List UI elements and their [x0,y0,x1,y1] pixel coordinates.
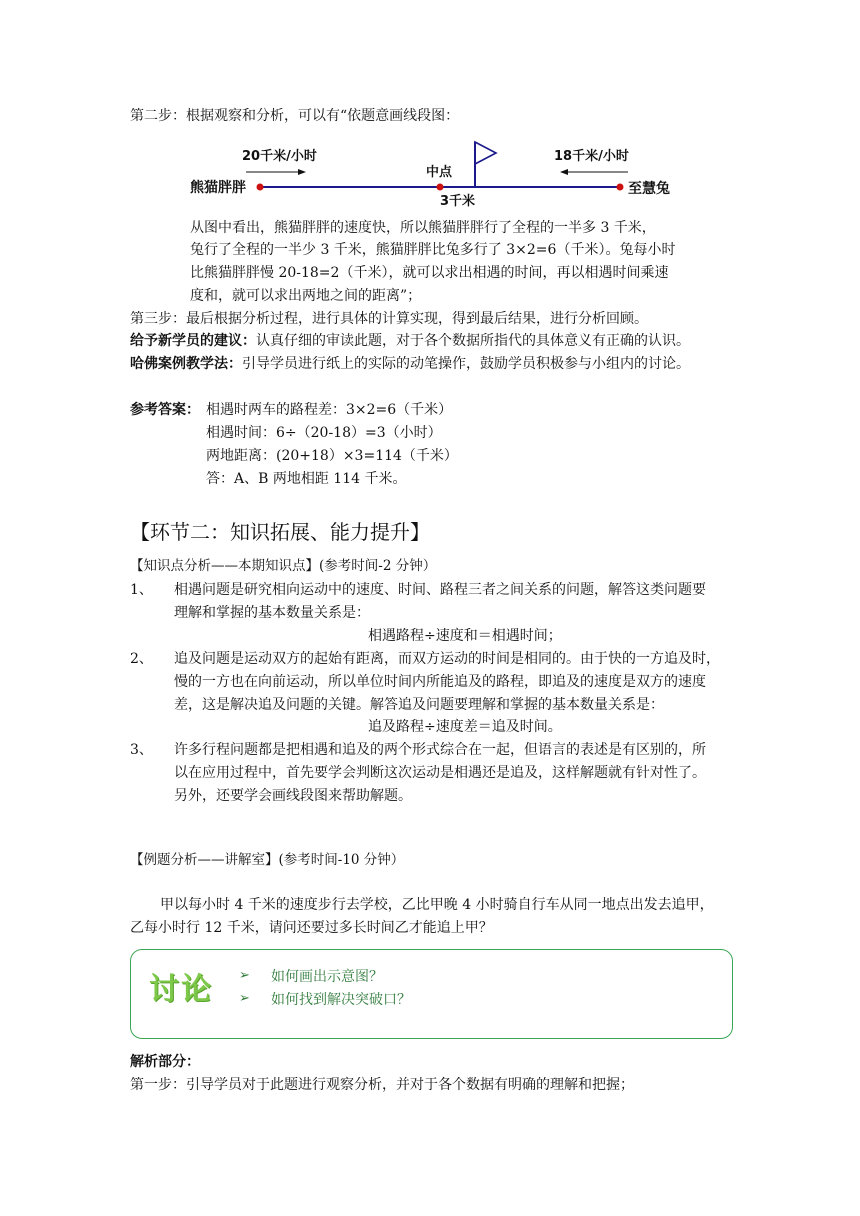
discussion-item-2: 如何找到解决突破口？ [271,992,411,1008]
problem-line-1: 甲以每小时 4 千米的速度步行去学校，乙比甲晚 4 小时骑自行车从同一地点出发去追甲， [160,897,714,913]
offset-label: 3千米 [440,194,476,209]
para1-line-4: 度和，就可以求出两地之间的距离”； [190,288,422,304]
left-endpoint-dot [257,184,264,191]
bullet-arrow-icon: ➢ [239,968,250,983]
point-3-number: 3、 [130,742,153,758]
flag-icon [475,142,496,164]
analysis-label: 解析部分： [130,1054,200,1070]
line-segment-diagram [190,138,710,218]
right-name: 至慧兔 [628,181,670,197]
left-speed-label: 20千米/小时 [242,149,317,164]
point-1-formula: 相遇路程÷速度和＝相遇时间； [368,628,562,644]
midpoint-dot [437,184,444,191]
right-endpoint-dot [617,184,624,191]
para1-line-3: 比熊猫胖胖慢 20-18=2（千米），就可以求出相遇的时间，再以相遇时间乘速 [190,265,669,281]
discussion-item-1: 如何画出示意图？ [271,969,383,985]
point-1-line-2: 理解和掌握的基本数量关系是： [174,605,370,621]
step1-text: 第一步：引导学员对于此题进行观察分析，并对于各个数据有明确的理解和把握； [130,1077,634,1093]
point-3-line-3: 另外，还要学会画线段图来帮助解题。 [174,788,412,804]
harvard-text: 引导学员进行纸上的实际的动笔操作，鼓励学员积极参与小组内的讨论。 [242,356,690,372]
bullet-arrow-icon: ➢ [239,991,250,1006]
right-arrow-head [560,169,568,175]
step3-text: 第三步：最后根据分析过程，进行具体的计算实现，得到最后结果，进行分析回顾。 [130,311,648,327]
left-name: 熊猫胖胖 [190,180,246,196]
point-2-line-1: 追及问题是运动双方的起始有距离，而双方运动的时间是相同的。由于快的一方追及时， [174,651,720,667]
para1-line-2: 兔行了全程的一半少 3 千米，熊猫胖胖比兔多行了 3×2=6（千米）。兔每小时 [190,242,676,258]
step2-text: 第二步：根据观察和分析，可以有“依题意画线段图： [130,108,460,124]
point-3-line-2: 以在应用过程中，首先要学会判断这次运动是相遇还是追及，这样解题就有针对性了。 [174,765,706,781]
answer-line-1: 相遇时两车的路程差：3×2=6（千米） [206,402,453,418]
advice-text: 认真仔细的审读此题，对于各个数据所指代的具体意义有正确的认识。 [256,333,690,349]
section-title: 【环节二：知识拓展、能力提升】 [130,520,430,544]
problem-line-2: 乙每小时行 12 千米，请问还要过多长时间乙才能追上甲？ [130,920,493,936]
midpoint-label: 中点 [426,165,453,180]
example-header: 【例题分析——讲解室】(参考时间-10 分钟） [130,852,405,868]
answer-label: 参考答案： [130,402,200,418]
point-2-line-3: 差，这是解决追及问题的关键。解答追及问题要理解和掌握的基本数量关系是： [174,697,664,713]
right-speed-label: 18千米/小时 [554,149,629,164]
left-arrow-head [298,169,306,175]
answer-line-4: 答：A、B 两地相距 114 千米。 [206,471,407,487]
point-2-line-2: 慢的一方也在向前运动，所以单位时间内所能追及的路程，即追及的速度是双方的速度 [174,674,706,690]
advice-label: 给予新学员的建议： [130,333,256,349]
discussion-box [130,949,733,1039]
harvard-label: 哈佛案例教学法： [130,356,242,372]
point-2-number: 2、 [130,651,153,667]
knowledge-header: 【知识点分析——本期知识点】(参考时间-2 分钟） [130,558,437,574]
para1-line-1: 从图中看出，熊猫胖胖的速度快，所以熊猫胖胖行了全程的一半多 3 千米， [190,220,656,236]
advice-row [130,331,690,351]
discuss-logo-icon: 讨论 [149,972,213,1007]
point-1-line-1: 相遇问题是研究相向运动中的速度、时间、路程三者之间关系的问题，解答这类问题要 [174,582,706,598]
harvard-row [130,354,690,374]
point-3-line-1: 许多行程问题都是把相遇和追及的两个形式综合在一起，但语言的表述是有区别的，所 [174,742,706,758]
point-1-number: 1、 [130,582,153,598]
answer-line-3: 两地距离：(20+18）×3=114（千米） [206,448,458,464]
answer-line-2: 相遇时间：6÷（20-18）=3（小时） [206,425,442,441]
point-2-formula: 追及路程÷速度差＝追及时间。 [368,719,562,735]
